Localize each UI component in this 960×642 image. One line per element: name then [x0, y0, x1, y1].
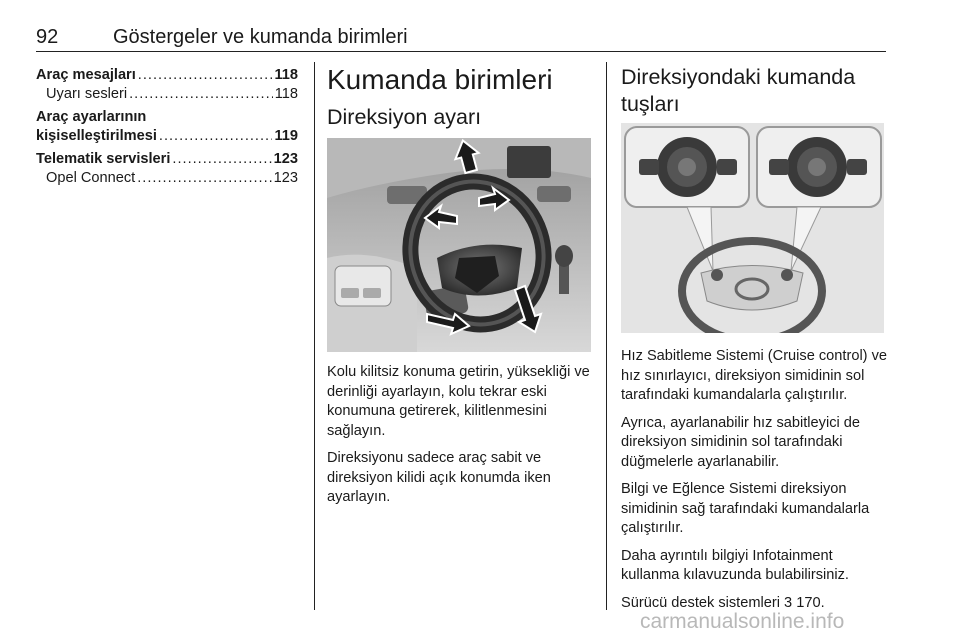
paragraph: Hız Sabitleme Sistemi (Cruise control) ve hız sınırlayıcı, direksiyon simidinin sol tarafındaki kumandalarla çalıştırılır.	[621, 348, 888, 403]
paragraph: Direksiyonu sadece araç sabit ve direksiyon kilidi açık konumda iken ayarlayın.	[327, 450, 551, 505]
toc-entry[interactable]	[36, 66, 298, 85]
toc-entry-page: 118	[274, 67, 298, 83]
toc-entry-page: 123	[273, 151, 298, 167]
crossref-page-link[interactable]: 170.	[796, 594, 825, 611]
subheading-steering-adjustment: Direksiyon ayarı	[327, 105, 482, 129]
toc-leader-dots	[172, 150, 271, 169]
toc-entry-title: Araç ayarlarının	[36, 109, 147, 125]
section-heading: Kumanda birimleri	[327, 64, 553, 95]
paragraph: Kolu kilitsiz konuma getirin, yüksekliği ve derinliği ayarlayın, kolu tekrar eski konumuna getirerek, kilitlenmesini sağlayın.	[327, 364, 590, 439]
paragraph: Ayrıca, ayarlanabilir hız sabitleyici de direksiyon simidinin sol tarafındaki düğmelerle ayarlanabilir.	[621, 414, 861, 470]
subheading-steering-controls: Direksiyondaki kumanda tuşları	[621, 65, 856, 116]
toc-leader-dots	[129, 85, 273, 104]
steering-adjustment-illustration	[327, 138, 591, 352]
toc-entry-title: Uyarı sesleri	[46, 86, 128, 102]
column-divider	[314, 62, 315, 610]
toc-entry-title: kişiselleştirilmesi	[36, 128, 157, 144]
toc-entry-title: Telematik servisleri	[36, 151, 171, 167]
page-header	[36, 26, 886, 50]
header-rule	[36, 51, 886, 52]
steering-adjustment-text	[327, 363, 593, 516]
toc-entry[interactable]	[36, 169, 298, 188]
paragraph: Bilgi ve Eğlence Sistemi direksiyon simidinin sağ tarafındaki kumandalarla çalıştırılır.	[621, 481, 870, 536]
page-number: 92	[36, 26, 59, 48]
toc-entry-page: 119	[274, 128, 298, 144]
table-of-contents	[36, 66, 298, 188]
toc-entry[interactable]	[36, 85, 298, 104]
watermark: carmanualsonline.info	[640, 610, 845, 633]
toc-leader-dots	[137, 169, 271, 188]
toc-entry-page: 123	[273, 170, 298, 186]
crossref-arrow-icon: 3	[784, 594, 793, 611]
toc-entry[interactable]	[36, 150, 298, 169]
toc-entry-title: Araç mesajları	[36, 67, 136, 83]
toc-leader-dots	[159, 127, 273, 146]
steering-controls-illustration	[621, 123, 884, 333]
running-title: Göstergeler ve kumanda birimleri	[113, 26, 408, 48]
toc-entry-title: Opel Connect	[46, 170, 136, 186]
column-divider	[606, 62, 607, 610]
paragraph: Daha ayrıntılı bilgiyi Infotainment kullanma kılavuzunda bulabilirsiniz.	[621, 547, 849, 583]
toc-entry[interactable]	[36, 127, 298, 146]
toc-leader-dots	[138, 66, 273, 85]
toc-entry-page: 118	[274, 86, 298, 102]
steering-controls-text	[621, 347, 889, 621]
crossref-text: Sürücü destek sistemleri	[621, 594, 780, 611]
